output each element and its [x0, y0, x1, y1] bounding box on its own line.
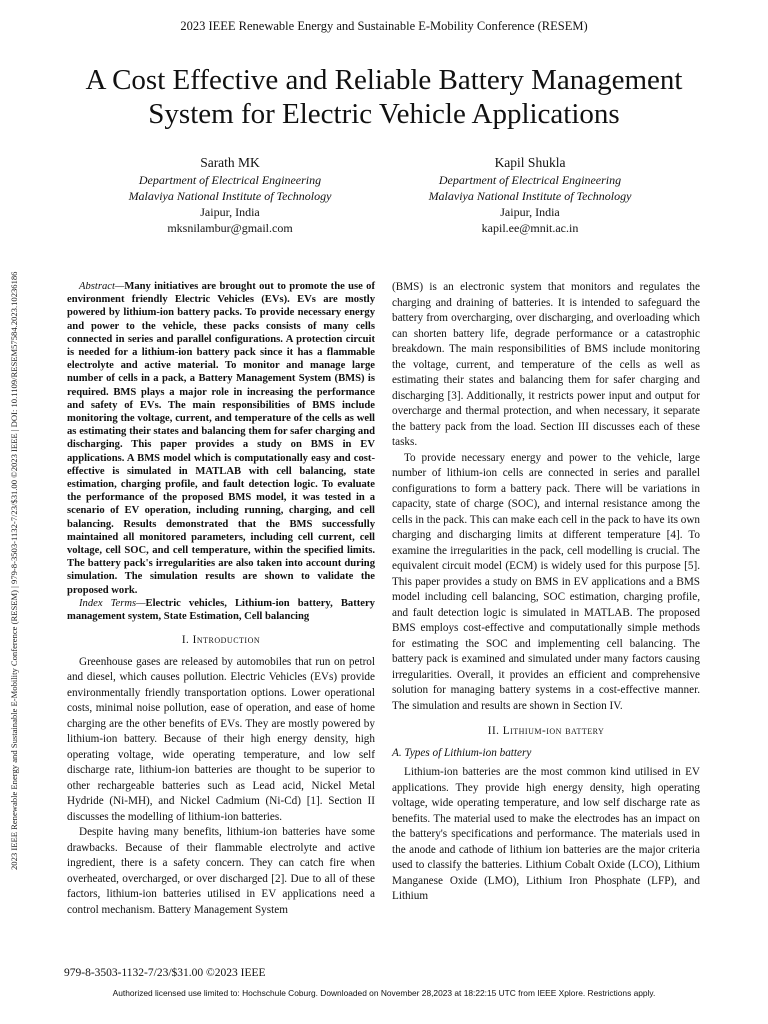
- abstract-lead: Abstract—: [79, 281, 125, 292]
- index-terms-text: Electric vehicles, Lithium-ion battery, Battery management system, State Estimation, Cell balancing: [67, 597, 375, 623]
- author-2: [380, 154, 680, 236]
- author-inst: Malaviya National Institute of Technology: [128, 189, 332, 203]
- author-email: mksnilambur@gmail.com: [167, 221, 293, 235]
- right-column: [392, 280, 700, 905]
- paragraph: (BMS) is an electronic system that monitors and regulates the charging and draining of batteries. It is intended to safeguard the battery from overcharging, over discharging, and overloading which can shorten battery life, degrade performance or a catastrophic breakdown. The main responsibilities of BMS include monitoring the voltage, current, and temperature of the cells as well as estimating their states and balancing them for safer charging and discharging [3]. Additionally, it restricts power input and output for overcharge and thermal protection, and when necessary, it separate the battery pack from the load. Section III discusses each of these tasks.: [392, 281, 700, 448]
- paragraph: Greenhouse gases are released by automobiles that run on petrol and diesel, which causes pollution. Electric Vehicles (EVs) provide environmentally friendly transportation options. Lower operational costs, minimal noise pollution, ease of operation, and ease of home charging are the other benefits of EVs. They are mostly powered by lithium-ion battery. Because of their high energy density, high operating voltage, wide operating temperature, and low self discharge rate, lithium-ion batteries are thought to be superior to other rechargeable batteries such as Lead acid, Nickel Metal Hydride (Ni-MH), and Nickel Cadmium (Ni-Cd) [1]. Section II discusses the modelling of lithium-ion batteries.: [67, 655, 375, 823]
- abstract-text: Many initiatives are brought out to promote the use of environment friendly Electric Vehicles (EVs). EVs are mostly powered by lithium-ion battery packs. To provide necessary energy and power to the vehicle, these packs consists of many cells connected in series and parallel configurations. A protection circuit is needed for a lithium-ion battery pack since it has a flammable electrolyte and active material. To monitor and manage large number of cells in a pack, a Battery Management System (BMS) is required. BMS plays a major role in increasing the performance and safety of EVs. The main responsibilities of BMS include monitoring the voltage, current, and temperature of the cells as well as estimating their states and balancing them for safer charging and discharging. This paper provides a study on BMS in EV applications. A BMS model which is computationally easy and cost-effective is simulated in MATLAB with cell balancing, state estimation, charging profile, and fault detection logic. To evaluate the performance of the proposed BMS model, it was tested in a scenario of EV operation, including running, charging, and cell balancing. Results demonstrated that the BMS successfully maintained all monitored parameters, including cell current, cell voltage, cell SOC, and cell temperature, within the specified limits. The battery pack's irregularities are also taken into account during simulation. The simulation results are shown to validate the proposed work.: [67, 281, 375, 596]
- index-terms: [67, 597, 375, 623]
- left-column: [67, 280, 375, 918]
- paragraph: To provide necessary energy and power to the vehicle, large number of lithium-ion cells are connected in series and parallel configurations to form a battery pack. There will be variations in capacity, state of charge (SOC), and internal resistance among the cells in the pack. This can make each cell in the pack to have its own charging and discharging limits at different temperature [4]. To examine the irregularities in the pack, cell modelling is crucial. The equivalent circuit model (ECM) is widely used for this purpose [5]. This paper provides a study on BMS in EV applications and a BMS model including cell balancing, SOC estimation, charging profile, and fault detection logic is simulated in MATLAB. The proposed BMS employs cost-effective and computationally simple methods for estimating the SOC and implementing cell balancing. The battery pack is examined and simulated under many factors causing irregularities. Overall, it provides an efficient and comprehensive solution for managing battery systems in a cost-effective manner. The simulation and results are shown in Section IV.: [392, 451, 700, 712]
- author-name: Kapil Shukla: [494, 155, 566, 170]
- side-note-text: 2023 IEEE Renewable Energy and Sustainable E-Mobility Conference (RESEM) | 979-8-3503-1132-7/23/$31.00 ©2023 IEEE | DOI: 10.1109/RESEM57584.2023.10236186: [9, 271, 19, 870]
- author-1: [80, 154, 380, 236]
- paragraph: Despite having many benefits, lithium-ion batteries have some drawbacks. Because of their flammable electrolyte and active ingredient, there is a safety concern. They can catch fire when overheated, overcharged, or over discharged [2]. Due to all of these factors, lithium-ion batteries utilised in EV applications need a control mechanism. Battery Management System: [67, 826, 375, 916]
- section-heading: I. Introduction: [181, 634, 261, 647]
- subsection-heading: A. Types of Lithium-ion battery: [392, 746, 532, 759]
- abstract: [67, 280, 375, 597]
- conference-header: 2023 IEEE Renewable Energy and Sustainable E-Mobility Conference (RESEM): [180, 19, 588, 33]
- footer-license: Authorized licensed use limited to: Hochschule Coburg. Downloaded on November 28,2023 at 18:22:15 UTC from IEEE Xplore. Restrictions apply.: [112, 988, 656, 998]
- author-dept: Department of Electrical Engineering: [438, 173, 622, 187]
- author-name: Sarath MK: [200, 155, 260, 170]
- paper-title: A Cost Effective and Reliable Battery Management System for Electric Vehicle Applications: [85, 64, 683, 130]
- author-location: Jaipur, India: [500, 205, 560, 219]
- footer-copyright: 979-8-3503-1132-7/23/$31.00 ©2023 IEEE: [64, 967, 266, 979]
- author-email: kapil.ee@mnit.ac.in: [481, 221, 579, 235]
- author-location: Jaipur, India: [200, 205, 260, 219]
- side-note: [6, 150, 28, 870]
- author-dept: Department of Electrical Engineering: [138, 173, 322, 187]
- author-inst: Malaviya National Institute of Technology: [428, 189, 632, 203]
- index-terms-lead: Index Terms—: [79, 597, 146, 609]
- paragraph: Lithium-ion batteries are the most common kind utilised in EV applications. They provide high energy density, high operating voltage, wide operating temperature, and low self discharge rate as benefits. The material used to make the electrodes has an impact on the battery's specifications and performance. The materials used in the anode and cathode of lithium ion batteries are the major criteria used to classify the batteries. Lithium Cobalt Oxide (LCO), Lithium Manganese Oxide (LMO), Lithium Iron Phosphate (LFP), and Lithium: [392, 766, 700, 902]
- section-heading: II. Lithium-ion battery: [487, 725, 605, 737]
